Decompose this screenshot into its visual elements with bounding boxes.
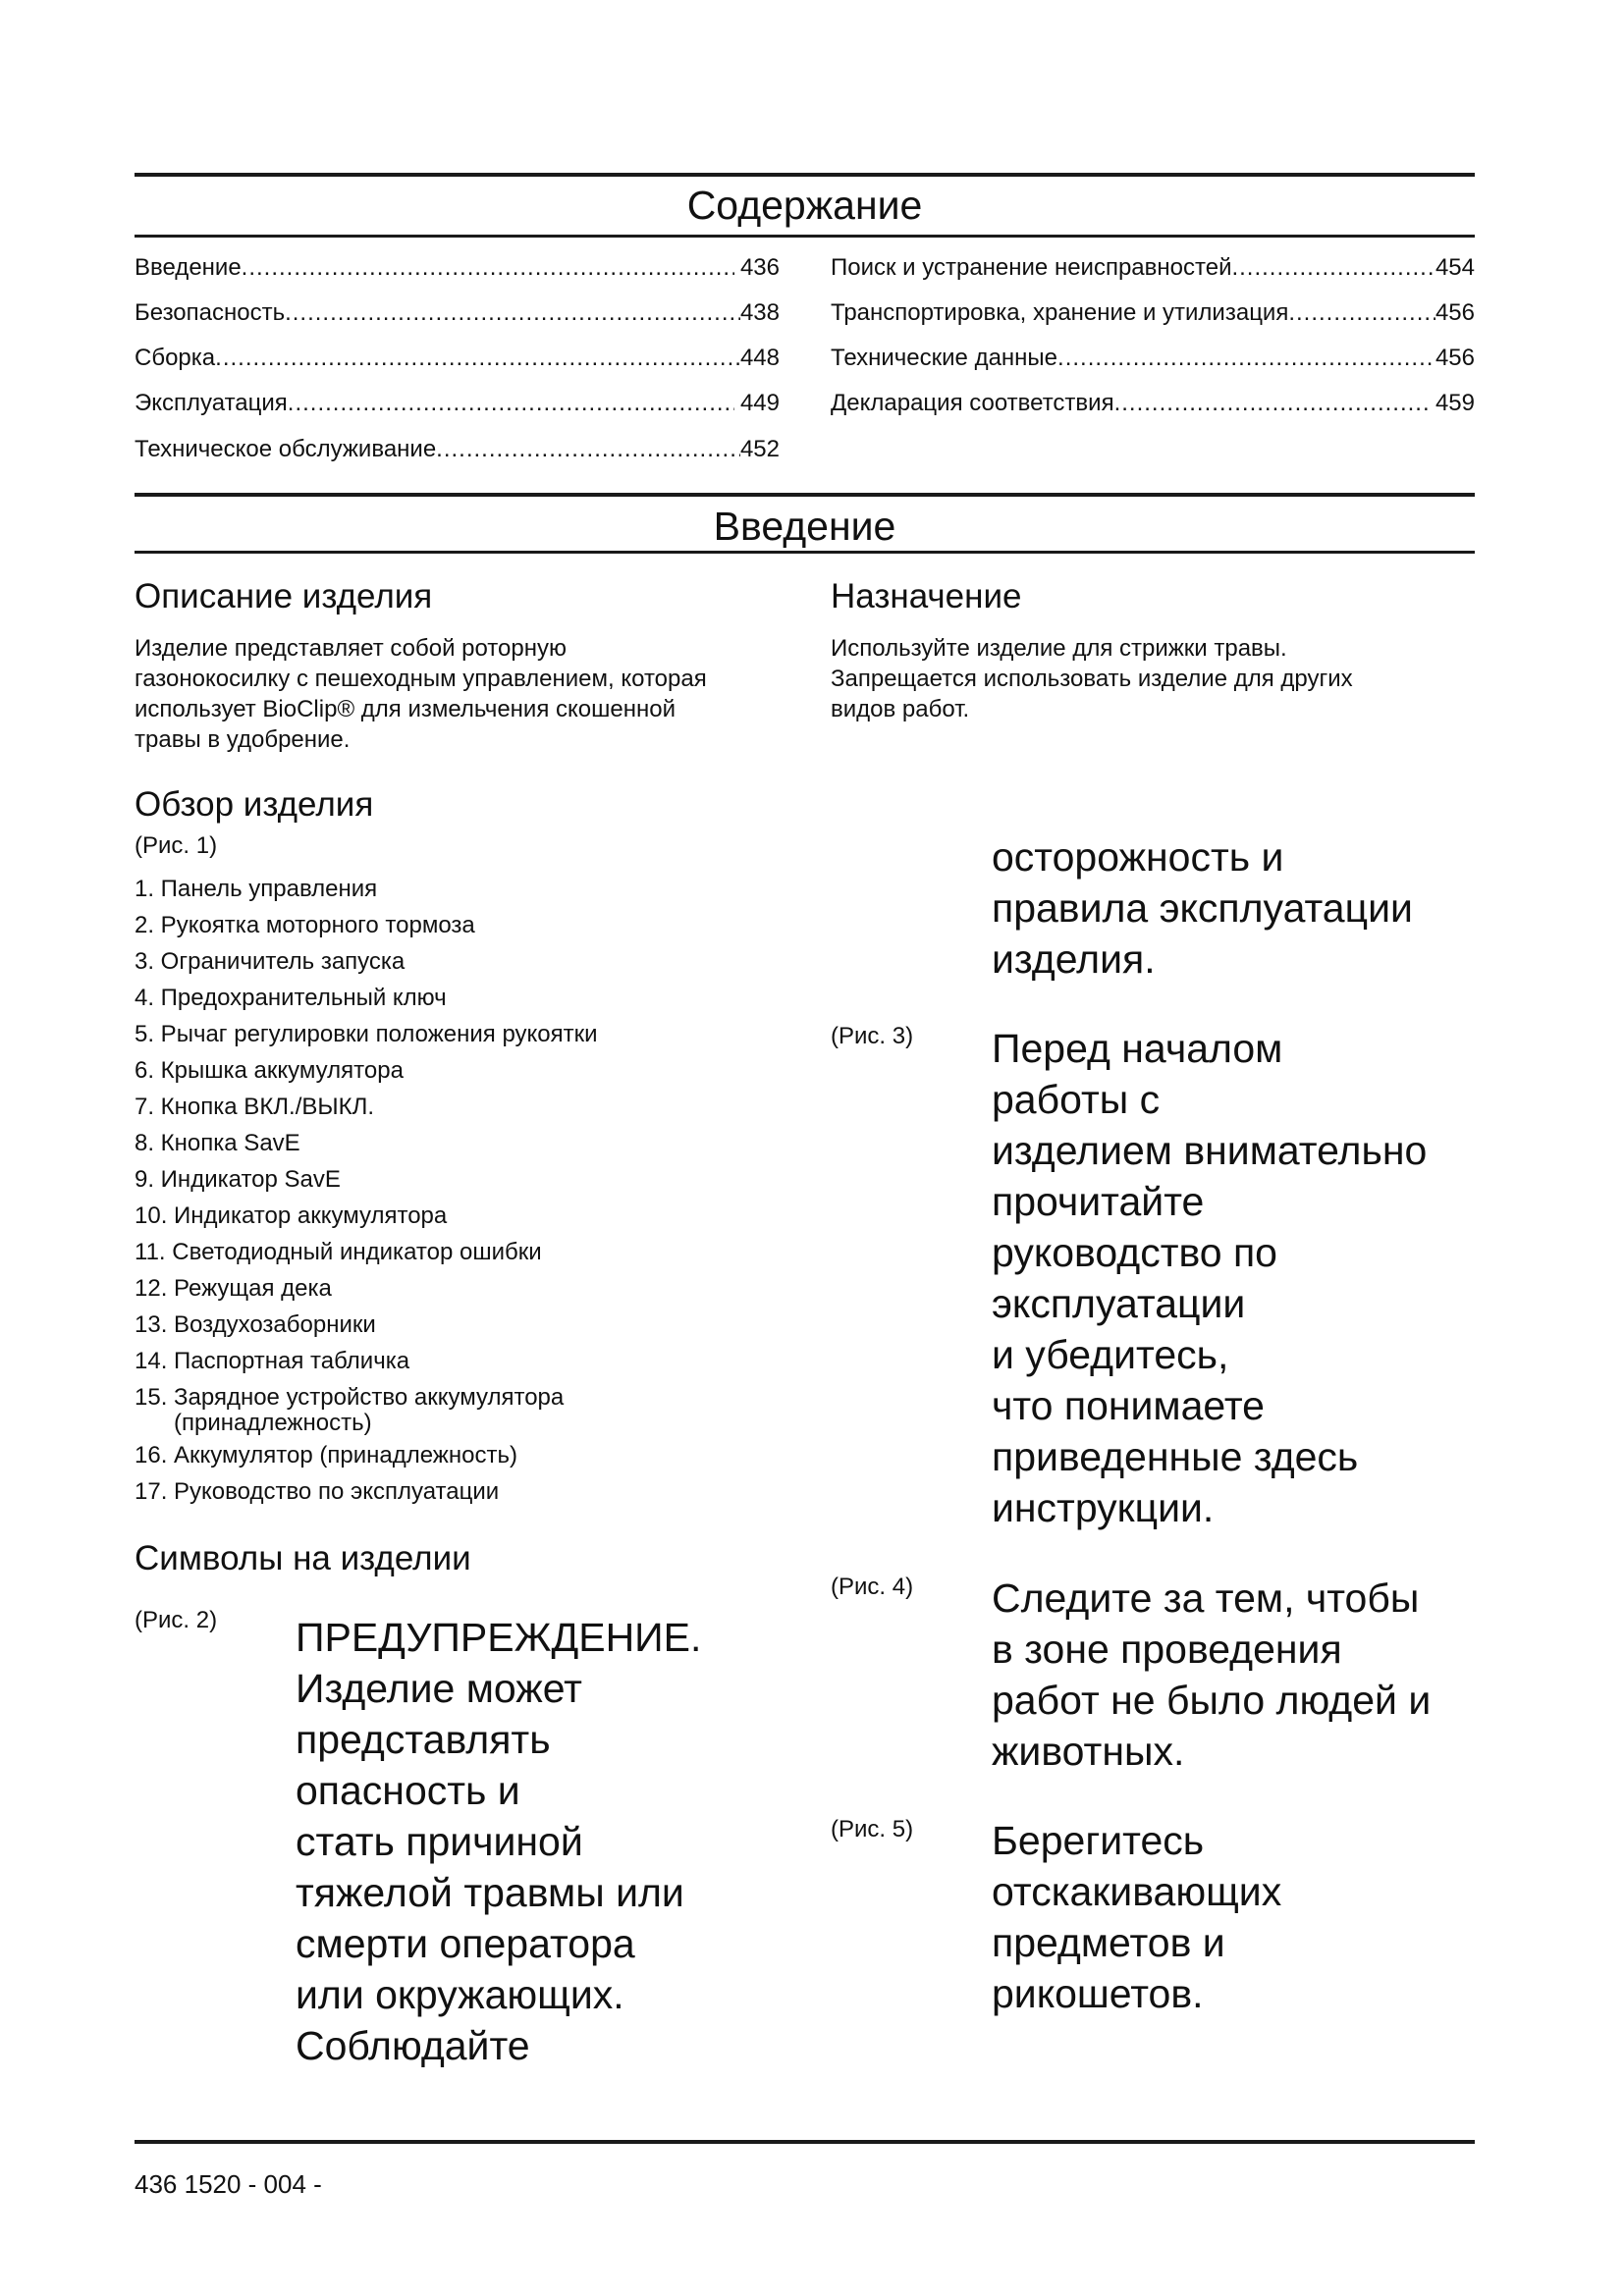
top-rule (135, 173, 1475, 177)
toc-title-rule (135, 235, 1475, 238)
symbols-heading: Символы на изделии (135, 1539, 471, 1577)
list-item: 16. Аккумулятор (принадлежность) (135, 1442, 517, 1468)
intro-title-rule (135, 551, 1475, 554)
list-item: 12. Режущая дека (135, 1275, 332, 1302)
fig4-text: Следите за тем, чтобы в зоне проведения работ не было людей и животных. (992, 1575, 1432, 1774)
fig5-ref: (Рис. 5) (831, 1816, 914, 1842)
list-item: 6. Крышка аккумулятора (135, 1057, 404, 1084)
list-item: 2. Рукоятка моторного тормоза (135, 912, 475, 938)
toc-entry[interactable]: Поиск и устранение неисправностей ..... 454 (831, 253, 1475, 283)
fig3-ref: (Рис. 3) (831, 1023, 914, 1049)
list-item: 13. Воздухозаборники (135, 1311, 376, 1338)
fig3-text: Перед началом работы с изделием внимательно прочитайте руководство по эксплуатации и убедитесь, что понимаете приведенные здесь инструкции. (992, 1026, 1428, 1530)
description-heading: Описание изделия (135, 577, 433, 615)
intro-top-rule (135, 493, 1475, 497)
fig2-text-continued: осторожность и правила эксплуатации изделия. (992, 834, 1413, 982)
toc-entry[interactable]: Сборка ..... 448 (135, 344, 780, 373)
toc-entry[interactable]: Декларация соответствия ..... 459 (831, 389, 1475, 418)
list-item: 4. Предохранительный ключ (135, 985, 447, 1011)
list-item: 10. Индикатор аккумулятора (135, 1202, 448, 1229)
list-item: 1. Панель управления (135, 876, 378, 902)
toc-entry[interactable]: Технические данные ..... 456 (831, 344, 1475, 373)
list-item: 3. Ограничитель запуска (135, 948, 406, 975)
fig2-ref: (Рис. 2) (135, 1607, 218, 1633)
footer-text: 436 1520 - 004 - (135, 2169, 322, 2199)
list-item: 7. Кнопка ВКЛ./ВЫКЛ. (135, 1094, 375, 1120)
toc-entry[interactable]: Безопасность ..... 438 (135, 298, 780, 328)
toc-title: Содержание (686, 183, 923, 228)
intro-title: Введение (713, 504, 896, 549)
list-item: 9. Индикатор SavE (135, 1166, 341, 1193)
list-item: 11. Светодиодный индикатор ошибки (135, 1239, 542, 1265)
purpose-heading: Назначение (831, 577, 1022, 615)
purpose-text: Используйте изделие для стрижки травы. Запрещается использовать изделие для других видов работ. (831, 635, 1353, 722)
overview-heading: Обзор изделия (135, 785, 374, 824)
toc-entry[interactable]: Введение ..... 436 (135, 253, 780, 283)
list-item: 15. Зарядное устройство аккумулятора (принадлежность) (135, 1384, 565, 1436)
fig5-text: Берегитесь отскакивающих предметов и рикошетов. (992, 1818, 1282, 2016)
toc-entry[interactable]: Техническое обслуживание ..... 452 (135, 435, 780, 464)
overview-list (135, 871, 598, 1510)
list-item: 5. Рычаг регулировки положения рукоятки (135, 1021, 598, 1047)
toc-entry[interactable]: Эксплуатация ..... 449 (135, 389, 780, 418)
fig2-text: ПРЕДУПРЕЖДЕНИЕ. Изделие может представлять опасность и стать причиной тяжелой травмы или смерти оператора или окружающих. Соблюдайте (296, 1615, 702, 2068)
list-item: 14. Паспортная табличка (135, 1348, 410, 1374)
list-item: 8. Кнопка SavE (135, 1130, 300, 1156)
toc-entry[interactable]: Транспортировка, хранение и утилизация ..... 456 (831, 298, 1475, 328)
footer-rule (135, 2140, 1475, 2144)
overview-fig-ref: (Рис. 1) (135, 832, 218, 859)
list-item: 17. Руководство по эксплуатации (135, 1478, 500, 1505)
description-text: Изделие представляет собой роторную газонокосилку с пешеходным управлением, которая использует BioClip® для измельчения скошенной травы в удобрение. (135, 635, 707, 753)
fig4-ref: (Рис. 4) (831, 1574, 914, 1600)
